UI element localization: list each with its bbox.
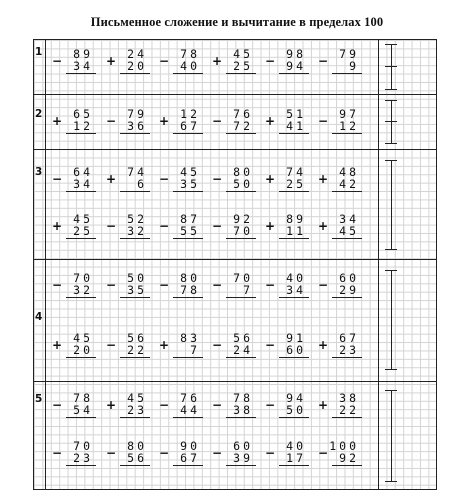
worksheet-title: Письменное сложение и вычитание в пределах 100 [90,15,384,29]
answer-line [226,297,256,298]
problem [159,392,203,426]
operator: + [318,338,329,352]
answer-line [120,73,150,74]
problem [212,48,256,82]
operator: − [212,172,223,186]
problem [52,213,96,247]
problem [212,440,256,474]
first-operand: 52 [127,212,147,226]
operator: − [212,446,223,460]
operator: − [265,278,276,292]
row-number: 5 [35,393,43,405]
problem [106,213,150,247]
score-marker [385,270,397,370]
second-operand: 25 [233,59,253,73]
answer-line [66,73,96,74]
problem [52,332,96,366]
problem [265,108,309,142]
first-operand: 100 [329,439,359,453]
first-operand: 78 [233,391,253,405]
second-operand: 34 [73,177,93,191]
operator: − [212,114,223,128]
operator: + [159,114,170,128]
first-operand: 45 [73,331,93,345]
first-operand: 24 [127,47,147,61]
second-operand: 29 [339,283,359,297]
first-operand: 80 [180,271,200,285]
second-operand: 50 [286,403,306,417]
answer-line [173,238,203,239]
second-operand: 17 [286,451,306,465]
operator: − [52,54,63,68]
answer-line [66,238,96,239]
answer-line [279,357,309,358]
operator: + [265,219,276,233]
operator: − [106,338,117,352]
answer-line [120,417,150,418]
problem [318,213,362,247]
answer-line [66,465,96,466]
answer-line [173,417,203,418]
first-operand: 79 [127,107,147,121]
answer-line [173,191,203,192]
answer-line [332,357,362,358]
second-operand: 70 [233,224,253,238]
score-marker [385,160,397,250]
marks-column-divider [378,39,379,490]
answer-line [226,73,256,74]
first-operand: 87 [180,212,200,226]
first-operand: 89 [286,212,306,226]
operator: − [106,114,117,128]
problem [106,166,150,200]
problem [318,272,362,306]
answer-line [279,238,309,239]
second-operand: 34 [286,283,306,297]
answer-line [279,297,309,298]
answer-line [332,417,362,418]
answer-line [332,465,362,466]
first-operand: 64 [73,165,93,179]
problem [159,440,203,474]
problem [265,48,309,82]
first-operand: 94 [286,391,306,405]
row-number: 1 [35,46,43,58]
problem [52,392,96,426]
answer-line [279,417,309,418]
answer-line [173,297,203,298]
score-marker [385,44,397,90]
answer-line [226,357,256,358]
operator: + [265,172,276,186]
score-marker [385,100,397,144]
problem [318,48,362,82]
second-operand: 7 [190,343,200,357]
second-operand: 67 [180,119,200,133]
problem [52,272,96,306]
second-operand: 23 [127,403,147,417]
row-separator [33,381,437,382]
answer-line [173,133,203,134]
second-operand: 42 [339,177,359,191]
first-operand: 70 [233,271,253,285]
first-operand: 38 [339,391,359,405]
second-operand: 25 [73,224,93,238]
second-operand: 39 [233,451,253,465]
second-operand: 34 [73,59,93,73]
operator: − [212,278,223,292]
first-operand: 74 [127,165,147,179]
first-operand: 91 [286,331,306,345]
second-operand: 41 [286,119,306,133]
row-separator [33,259,437,260]
operator: − [106,278,117,292]
second-operand: 6 [137,177,147,191]
second-operand: 11 [286,224,306,238]
first-operand: 51 [286,107,306,121]
problem [318,440,362,474]
problem [265,272,309,306]
problem [212,108,256,142]
problem [159,166,203,200]
operator: + [212,54,223,68]
first-operand: 56 [233,331,253,345]
problem [159,213,203,247]
problem [212,272,256,306]
answer-line [332,238,362,239]
answer-line [173,357,203,358]
score-marker [385,390,397,482]
problem [159,48,203,82]
first-operand: 45 [127,391,147,405]
operator: − [265,398,276,412]
answer-line [66,297,96,298]
first-operand: 89 [73,47,93,61]
operator: − [265,446,276,460]
first-operand: 70 [73,439,93,453]
first-operand: 78 [180,47,200,61]
second-operand: 12 [339,119,359,133]
first-operand: 45 [180,165,200,179]
answer-line [332,297,362,298]
second-operand: 23 [73,451,93,465]
problem [318,108,362,142]
first-operand: 83 [180,331,200,345]
operator: − [318,446,329,460]
problem [52,108,96,142]
answer-line [66,191,96,192]
operator: − [318,54,329,68]
operator: − [318,278,329,292]
second-operand: 56 [127,451,147,465]
first-operand: 45 [233,47,253,61]
second-operand: 44 [180,403,200,417]
first-operand: 80 [233,165,253,179]
operator: + [159,338,170,352]
second-operand: 12 [73,119,93,133]
first-operand: 45 [73,212,93,226]
first-operand: 40 [286,439,306,453]
second-operand: 55 [180,224,200,238]
answer-line [226,465,256,466]
answer-line [332,133,362,134]
problem [318,392,362,426]
second-operand: 32 [73,283,93,297]
second-operand: 9 [349,59,359,73]
second-operand: 72 [233,119,253,133]
operator: − [318,114,329,128]
answer-line [332,73,362,74]
second-operand: 7 [243,283,253,297]
row-number: 3 [35,166,43,178]
row-separator [33,149,437,150]
operator: − [52,398,63,412]
operator: + [52,219,63,233]
second-operand: 22 [339,403,359,417]
answer-line [226,417,256,418]
answer-line [226,191,256,192]
operator: + [106,54,117,68]
second-operand: 92 [339,451,359,465]
operator: + [318,172,329,186]
answer-line [120,297,150,298]
operator: + [52,114,63,128]
first-operand: 48 [339,165,359,179]
problem [212,392,256,426]
answer-line [120,238,150,239]
row-number: 4 [35,311,43,323]
first-operand: 56 [127,331,147,345]
problem [318,166,362,200]
operator: − [52,278,63,292]
operator: − [159,219,170,233]
second-operand: 38 [233,403,253,417]
second-operand: 60 [286,343,306,357]
answer-line [66,133,96,134]
problem [52,440,96,474]
second-operand: 23 [339,343,359,357]
problem [265,166,309,200]
answer-line [120,191,150,192]
second-operand: 35 [127,283,147,297]
answer-line [173,465,203,466]
second-operand: 36 [127,119,147,133]
second-operand: 50 [233,177,253,191]
row-number: 2 [35,108,43,120]
first-operand: 76 [233,107,253,121]
answer-line [226,238,256,239]
first-operand: 98 [286,47,306,61]
second-operand: 32 [127,224,147,238]
first-operand: 50 [127,271,147,285]
operator: − [159,172,170,186]
second-operand: 25 [286,177,306,191]
first-operand: 90 [180,439,200,453]
second-operand: 22 [127,343,147,357]
first-operand: 12 [180,107,200,121]
first-operand: 34 [339,212,359,226]
operator: + [52,338,63,352]
first-operand: 40 [286,271,306,285]
problem [318,332,362,366]
first-operand: 92 [233,212,253,226]
row-separator [33,94,437,95]
answer-line [279,465,309,466]
first-operand: 74 [286,165,306,179]
operator: − [265,338,276,352]
second-operand: 45 [339,224,359,238]
first-operand: 70 [73,271,93,285]
problem [265,213,309,247]
first-operand: 76 [180,391,200,405]
answer-line [279,133,309,134]
second-operand: 78 [180,283,200,297]
first-operand: 79 [339,47,359,61]
problem [212,213,256,247]
operator: − [159,54,170,68]
operator: − [52,172,63,186]
answer-line [279,191,309,192]
operator: − [159,446,170,460]
problem [265,440,309,474]
first-operand: 78 [73,391,93,405]
operator: + [106,172,117,186]
problem [265,332,309,366]
answer-line [120,465,150,466]
operator: − [265,54,276,68]
operator: − [106,446,117,460]
second-operand: 40 [180,59,200,73]
second-operand: 35 [180,177,200,191]
problem [52,166,96,200]
problem [106,440,150,474]
operator: + [106,398,117,412]
problem [106,108,150,142]
answer-line [332,191,362,192]
operator: − [212,398,223,412]
problem [52,48,96,82]
second-operand: 20 [73,343,93,357]
first-operand: 67 [339,331,359,345]
problem [106,48,150,82]
problem [106,392,150,426]
problem [212,332,256,366]
problem [106,272,150,306]
answer-line [173,73,203,74]
number-column-divider [45,39,46,490]
problem [106,332,150,366]
answer-line [120,357,150,358]
operator: + [318,219,329,233]
second-operand: 94 [286,59,306,73]
answer-line [66,357,96,358]
first-operand: 60 [339,271,359,285]
problem [159,332,203,366]
first-operand: 97 [339,107,359,121]
operator: − [52,446,63,460]
operator: − [159,278,170,292]
operator: − [159,398,170,412]
answer-line [226,133,256,134]
operator: − [212,338,223,352]
first-operand: 65 [73,107,93,121]
operator: + [318,398,329,412]
problem [159,108,203,142]
answer-line [120,133,150,134]
first-operand: 60 [233,439,253,453]
problem [159,272,203,306]
problem [212,166,256,200]
second-operand: 24 [233,343,253,357]
operator: − [106,219,117,233]
first-operand: 80 [127,439,147,453]
second-operand: 20 [127,59,147,73]
second-operand: 67 [180,451,200,465]
second-operand: 54 [73,403,93,417]
problem [265,392,309,426]
operator: + [265,114,276,128]
operator: − [212,219,223,233]
answer-line [279,73,309,74]
answer-line [66,417,96,418]
